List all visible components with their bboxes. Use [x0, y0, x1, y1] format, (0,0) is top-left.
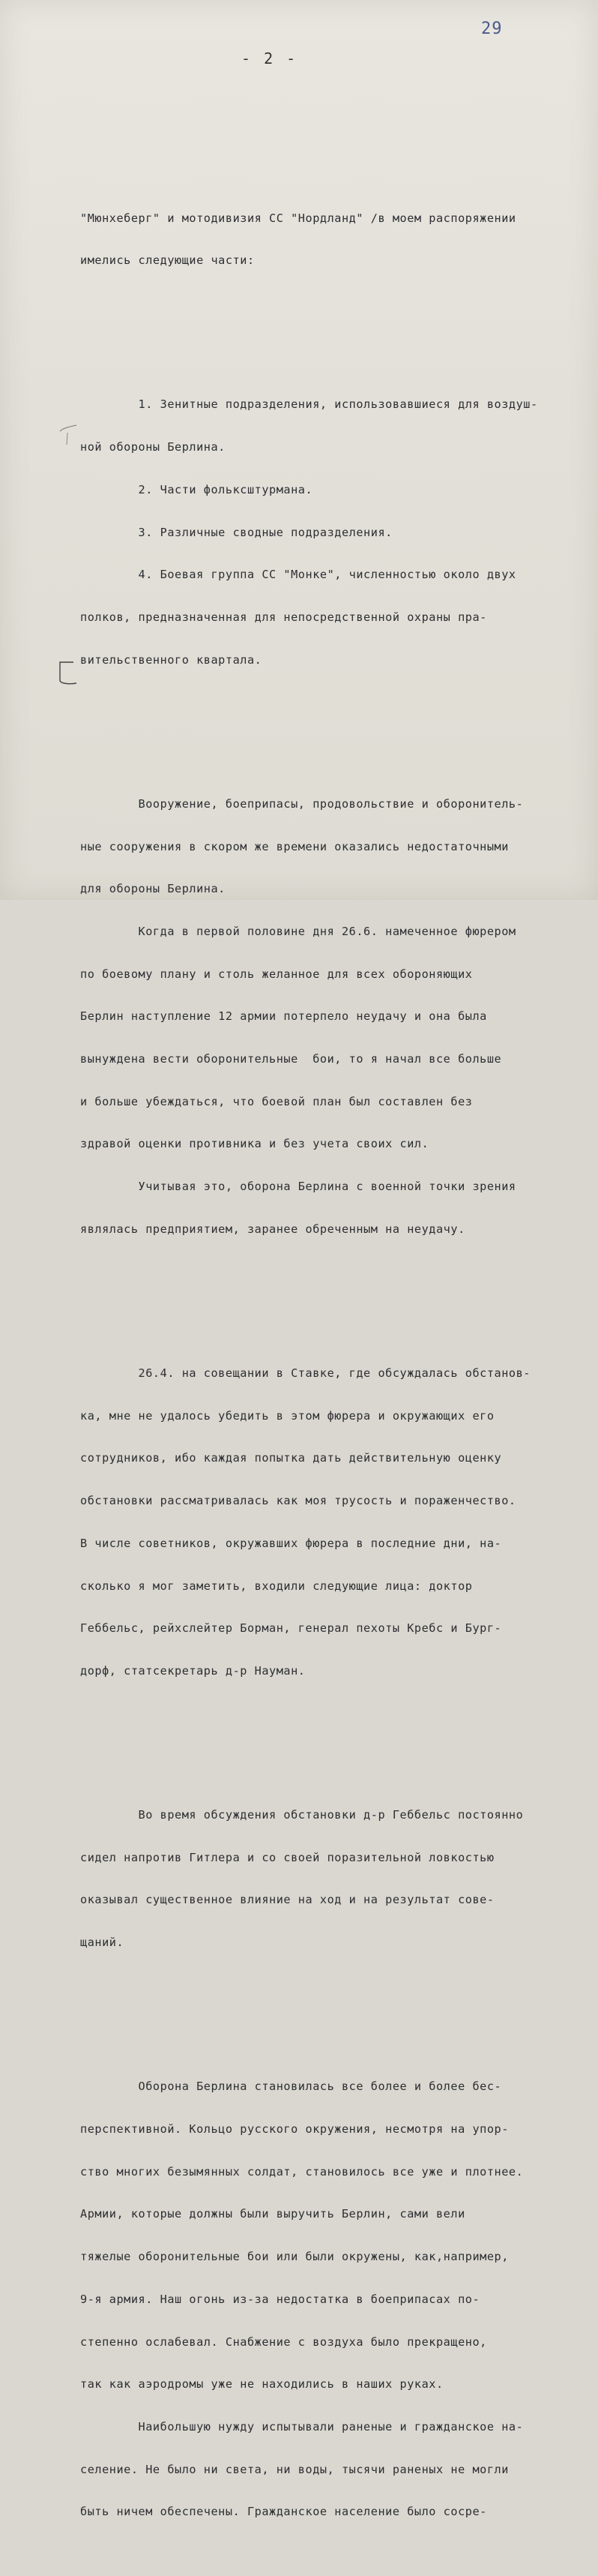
text-line: Берлин наступление 12 армии потерпело неудачу и она была: [80, 1009, 487, 1024]
text-line: оказывал существенное влияние на ход и на результат сове-: [80, 1893, 495, 1907]
text-line: ные сооружения в скором же времени оказались недостаточными: [80, 839, 509, 853]
list-item: 3. Различные сводные подразделения.: [80, 525, 393, 539]
paragraph-goebbels: [80, 1780, 597, 1978]
text-line: Геббельс, рейхслейтер Борман, генерал пехоты Кребс и Бург-: [80, 1621, 502, 1636]
text-line: здравой оценки противника и без учета своих сил.: [80, 1137, 429, 1151]
text-line: Во время обсуждения обстановки д-р Геббельс постоянно: [80, 1808, 524, 1822]
text-line: и больше убеждаться, что боевой план был составлен без: [80, 1094, 473, 1108]
text-line: Оборона Берлина становилась все более и более бес-: [80, 2080, 502, 2094]
text-line: 9-я армия. Наш огонь из-за недостатка в боеприпасах по-: [80, 2292, 480, 2306]
text-line: сидел напротив Гитлера и со своей поразительной ловкостью: [80, 1850, 495, 1864]
margin-pencil-mark: [57, 424, 78, 446]
text-line: Вооружение, боеприпасы, продовольствие и оборонитель-: [80, 796, 524, 811]
text-line: ной обороны Берлина.: [80, 440, 226, 454]
text-line: по боевому плану и столь желанное для всех обороняющих: [80, 967, 473, 981]
text-line: степенно ослабевал. Снабжение с воздуха было прекращено,: [80, 2335, 487, 2349]
text-line: В числе советников, окружавших фюрера в последние дни, на-: [80, 1536, 502, 1550]
text-line: являлась предприятием, заранее обреченным на неудачу.: [80, 1222, 465, 1236]
margin-bracket-mark: [52, 661, 78, 691]
text-line: имелись следующие части:: [80, 253, 255, 268]
text-line: Когда в первой половине дня 26.6. намеченное фюрером: [80, 924, 516, 938]
paragraph-armament: [80, 769, 597, 1265]
text-line: Учитывая это, оборона Берлина с военной точки зрения: [80, 1180, 516, 1194]
text-line: вынуждена вести оборонительные бои, то я начал все больше: [80, 1052, 502, 1066]
text-line: быть ничем обеспечены. Гражданское население было сосре-: [80, 2505, 487, 2519]
text-line: 26.4. на совещании в Ставке, где обсуждалась обстанов-: [80, 1366, 531, 1380]
text-line: селение. Не было ни света, ни воды, тысячи раненых не могли: [80, 2462, 509, 2476]
text-line: щаний.: [80, 1936, 124, 1950]
text-line: полков, предназначенная для непосредственной охраны пра-: [80, 610, 487, 624]
paragraph-units-list: [80, 370, 597, 696]
text-line: обстановки рассматривалась как моя трусость и пораженчество.: [80, 1494, 516, 1508]
list-item: 4. Боевая группа СС "Монке", численностью около двух: [80, 568, 516, 582]
text-line: ка, мне не удалось убедить в этом фюрера и окружающих его: [80, 1408, 495, 1423]
text-line: дорф, статсекретарь д-р Науман.: [80, 1663, 306, 1678]
paragraph-intro: [80, 183, 597, 296]
archive-page-number: 29: [481, 19, 503, 38]
text-line: перспективной. Кольцо русского окружения, несмотря на упор-: [80, 2122, 509, 2137]
paragraph-meeting: [80, 1338, 597, 1706]
text-line: Наибольшую нужду испытывали раненые и гражданское на-: [80, 2419, 524, 2434]
text-line: Армии, которые должны были выручить Берлин, сами вели: [80, 2207, 465, 2221]
text-line: ство многих безымянных солдат, становилось все уже и плотнее.: [80, 2164, 524, 2179]
text-line: сотрудников, ибо каждая попытка дать действительную оценку: [80, 1451, 502, 1465]
text-line: для обороны Берлина.: [80, 882, 226, 896]
text-line: тяжелые оборонительные бои или были окружены, как,например,: [80, 2250, 509, 2264]
document-body: [80, 154, 597, 2576]
text-line: вительственного квартала.: [80, 652, 262, 667]
page-number: - 2 -: [241, 49, 298, 67]
text-line: так как аэродромы уже не находились в наших руках.: [80, 2377, 444, 2392]
list-item: 2. Части фольксштурмана.: [80, 482, 313, 496]
list-item: 1. Зенитные подразделения, использовавшиеся для воздуш-: [80, 397, 538, 412]
text-line: "Мюнхеберг" и мотодивизия СС "Нордланд" /в моем распоряжении: [80, 211, 516, 225]
paragraph-defense: [80, 2052, 597, 2548]
text-line: сколько я мог заметить, входили следующие лица: доктор: [80, 1579, 473, 1593]
